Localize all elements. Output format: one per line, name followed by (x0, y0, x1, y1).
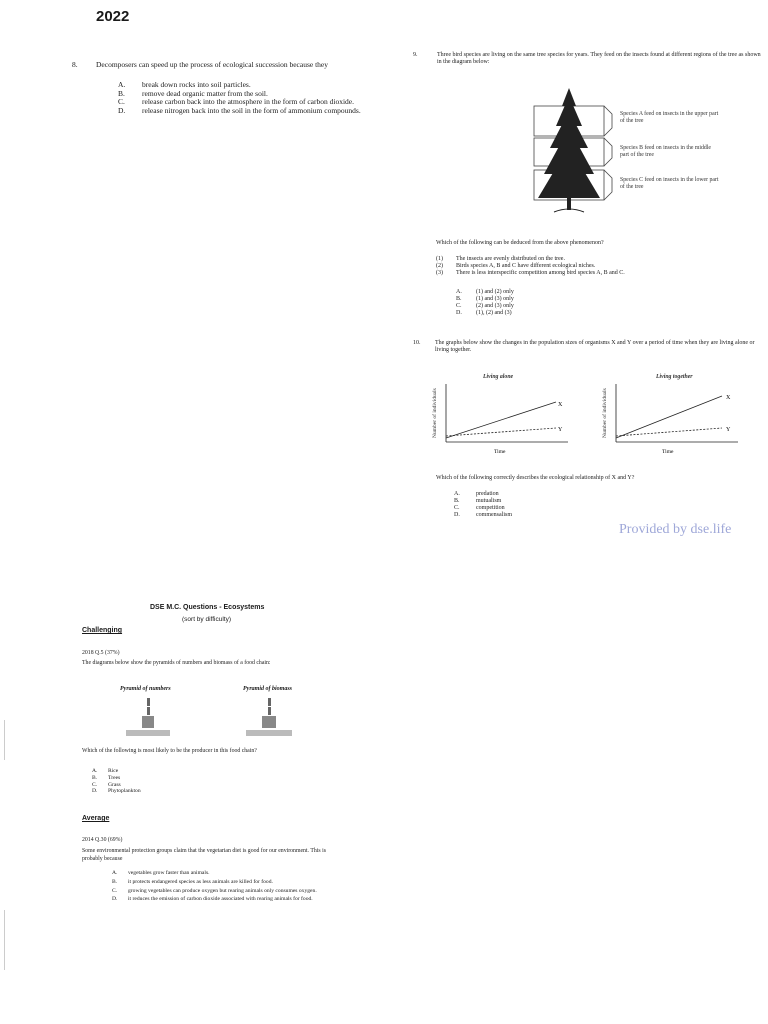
question-stem: Three bird species are living on the same tree species for years. They feed on the insects found at different regions of the tree as shown in the diagram below: (437, 52, 761, 65)
question-stem: The graphs below show the changes in the population sizes of organisms X and Y over a period of time when they are living alone or living together. (435, 340, 755, 353)
statement-2: (2) Birds species A, B and C have different ecological niches. (436, 263, 596, 269)
y-axis-label: Number of individuals (432, 388, 438, 438)
series-x-line (446, 402, 556, 438)
q1-options (92, 768, 242, 795)
question-stem: Decomposers can speed up the process of ecological succession because they (96, 60, 328, 69)
section-challenging: Challenging (82, 627, 123, 634)
graph-alone-title: Living alone (483, 374, 514, 380)
options-list (118, 81, 418, 115)
option-d: D. (1), (2) and (3) (456, 310, 512, 316)
watermark-link[interactable]: Provided by dse.life (619, 522, 732, 537)
pointer-upper (604, 106, 612, 136)
pointer-middle (604, 138, 612, 166)
option-c: C. growing vegetables can produce oxygen but rearing animals only consumes oxygen. (112, 887, 317, 894)
series-y-label: Y (726, 427, 731, 433)
label-species-a: Species A feed on insects in the upper part of the tree (620, 111, 719, 124)
x-axis-label: Time (662, 449, 674, 455)
option-b: B. (1) and (3) only (456, 296, 514, 302)
statement-3: (3) There is less interspecific competition among bird species A, B and C. (436, 270, 625, 276)
option-a: A. Rice (92, 768, 119, 774)
pyramid-biomass-label: Pyramid of biomass (243, 686, 292, 692)
tree-icon (538, 88, 600, 212)
option-d: D. Phytoplankton (92, 788, 141, 795)
series-y-line (446, 428, 556, 436)
q1-reference: 2018 Q.5 (37%) (82, 650, 120, 656)
option-d: D. commensalism (454, 512, 512, 518)
question-number: 8. (72, 60, 78, 69)
series-y-label: Y (558, 427, 563, 433)
option-b: B. it protects endangered species as less animals are killed for food. (112, 878, 273, 885)
pyramid-diagrams (120, 696, 320, 742)
graph-together-title: Living together (656, 374, 693, 380)
option-a: A. break down rocks into soil particles. (118, 80, 251, 89)
q1-stem: The diagrams below show the pyramids of numbers and biomass of a food chain: (82, 660, 271, 666)
q10-options (454, 491, 654, 519)
option-a: A. predation (454, 491, 499, 497)
option-a: A. vegetables grow faster than animals. (112, 870, 210, 876)
section-average: Average (82, 815, 110, 822)
worksheet-title: DSE M.C. Questions - Ecosystems (150, 604, 265, 611)
series-x-label: X (726, 395, 731, 401)
question-9 (413, 52, 763, 66)
q2-options (112, 870, 344, 903)
graph-living-together (598, 380, 748, 460)
q9-question: Which of the following can be deduced from the above phenomenon? (436, 240, 604, 246)
option-c: C. release carbon back into the atmosphere in the form of carbon dioxide. (118, 97, 355, 106)
worksheet-subtitle: (sort by difficulty) (182, 616, 232, 623)
statement-1: (1) The insects are evenly distributed on the tree. (436, 256, 565, 262)
option-c: C. (2) and (3) only (456, 303, 514, 309)
option-b: B. Trees (92, 774, 121, 781)
option-b: B. remove dead organic matter from the soil. (118, 88, 268, 98)
label-species-b: Species B feed on insects in the middle part of the tree (620, 145, 711, 158)
q9-options (456, 289, 656, 317)
question-number: 10. (413, 340, 421, 346)
pointer-lower (604, 170, 612, 200)
y-axis-label: Number of individuals (602, 388, 608, 438)
option-c: C. Grass (92, 781, 121, 788)
option-a: A. (1) and (2) only (456, 289, 514, 295)
scan-mark (4, 720, 5, 760)
pyramid-of-numbers (126, 698, 170, 736)
x-axis-label: Time (494, 449, 506, 455)
year-heading: 2022 (96, 8, 130, 25)
question-10 (413, 340, 763, 354)
q1-question: Which of the following is most likely to be the producer in this food chain? (82, 748, 257, 754)
option-b: B. mutualism (454, 498, 502, 504)
q2-stem: Some environmental protection groups claim that the vegetarian diet is good for our environment. This is probably because (82, 848, 326, 862)
scan-mark (4, 910, 5, 970)
q10-question: Which of the following correctly describes the ecological relationship of X and Y? (436, 475, 635, 481)
q2-reference: 2014 Q.30 (69%) (82, 837, 123, 843)
question-number: 9. (413, 52, 418, 58)
option-d: D. release nitrogen back into the soil in the form of ammonium compounds. (118, 105, 361, 115)
series-x-label: X (558, 402, 563, 408)
option-d: D. it reduces the emission of carbon dioxide associated with rearing animals for food. (112, 896, 313, 903)
pyramid-of-biomass (246, 698, 292, 736)
option-c: C. competition (454, 505, 505, 511)
graph-living-alone (428, 380, 578, 460)
q9-statements (436, 256, 756, 277)
pyramid-numbers-label: Pyramid of numbers (120, 686, 171, 692)
label-species-c: Species C feed on insects in the lower part of the tree (620, 177, 719, 190)
